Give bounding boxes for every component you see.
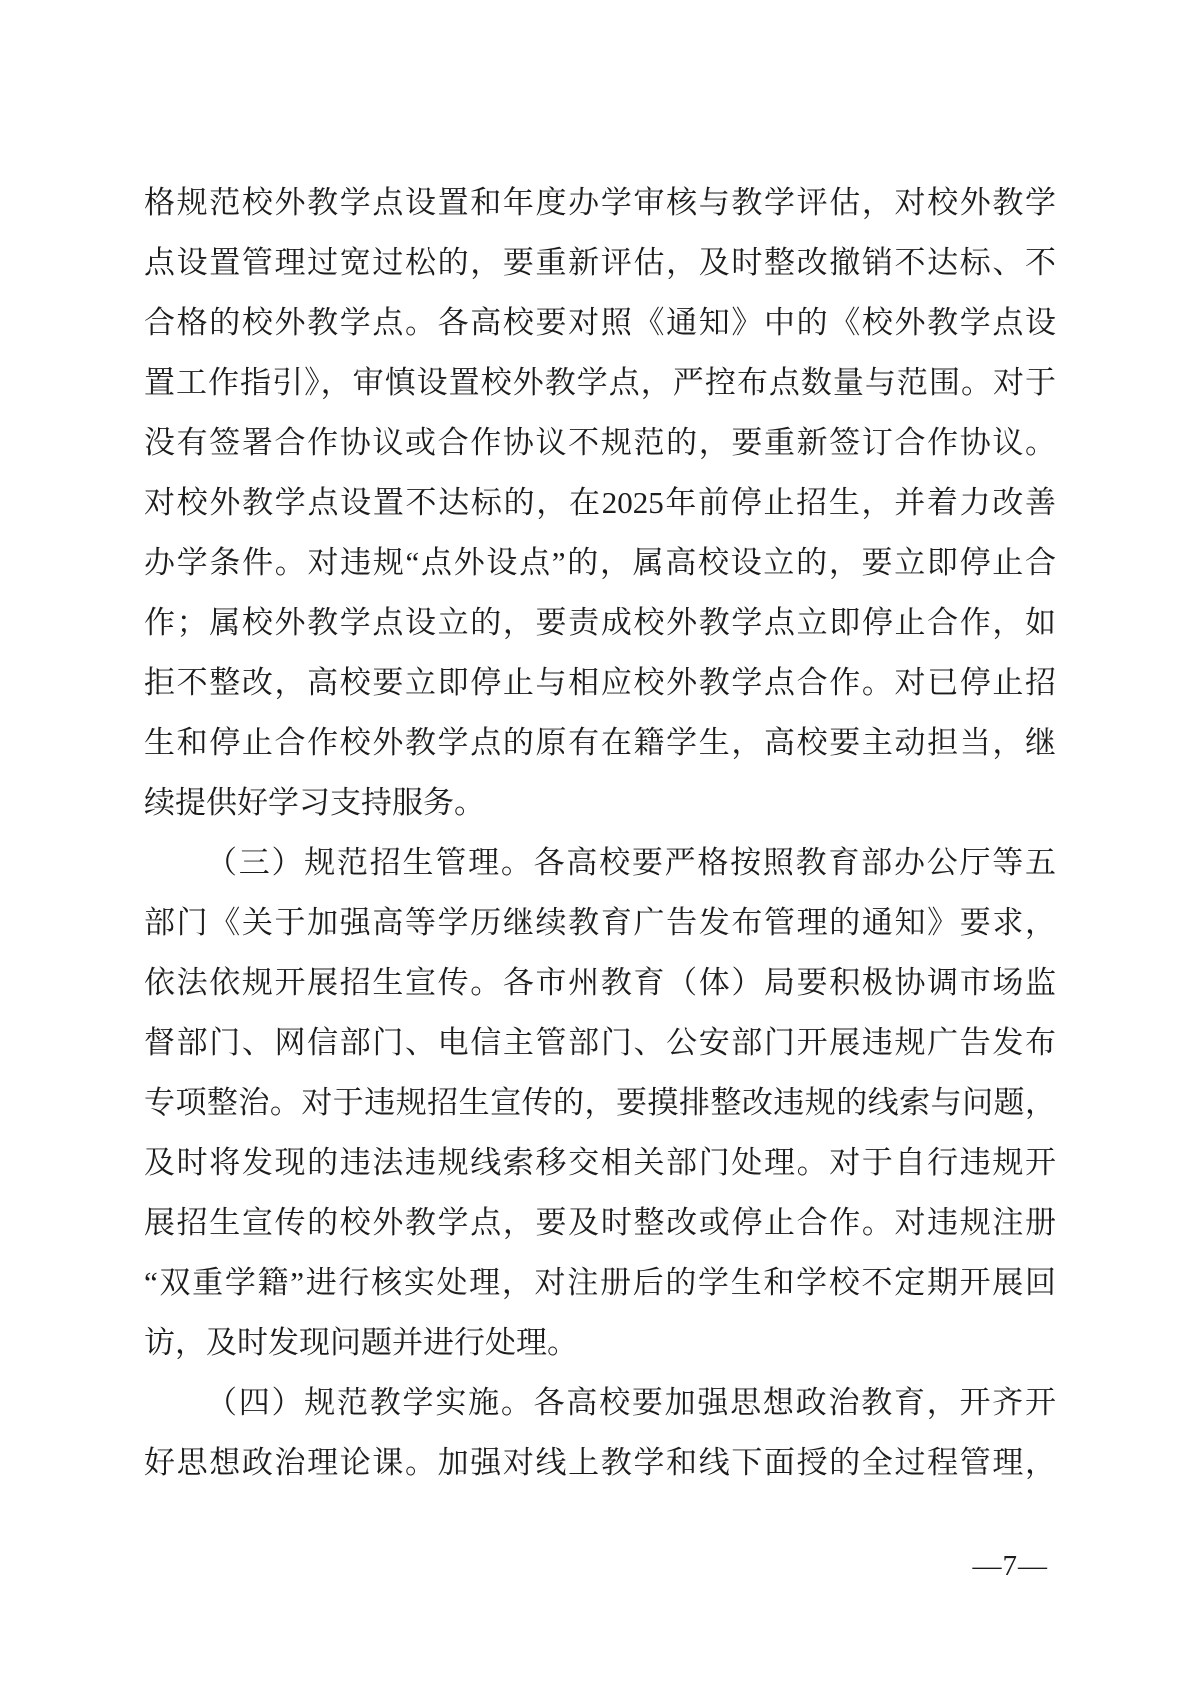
body-text [144,173,1056,1493]
body-line: 拒不整改，高校要立即停止与相应校外教学点合作。对已停止招 [144,665,1056,700]
body-line: 专项整治。对于违规招生宣传的，要摸排整改违规的线索与问题， [144,1085,1056,1120]
body-line-paragraph-start: （三）规范招生管理。各高校要严格按照教育部办公厅等五 [206,845,1056,880]
body-line: 续提供好学习支持服务。 [144,785,485,820]
body-line: 访，及时发现问题并进行处理。 [144,1325,578,1360]
page-number: —7— [972,1550,1048,1582]
body-line: 置工作指引》，审慎设置校外教学点，严控布点数量与范围。对于 [144,365,1056,400]
body-line: 生和停止合作校外教学点的原有在籍学生，高校要主动担当，继 [144,725,1056,760]
body-line: 没有签署合作协议或合作协议不规范的，要重新签订合作协议。 [144,425,1056,460]
body-line: 展招生宣传的校外教学点，要及时整改或停止合作。对违规注册 [144,1205,1056,1240]
body-line: “双重学籍”进行核实处理，对注册后的学生和学校不定期开展回 [144,1265,1056,1300]
body-line-paragraph-start: （四）规范教学实施。各高校要加强思想政治教育，开齐开 [206,1385,1056,1420]
body-line: 部门《关于加强高等学历继续教育广告发布管理的通知》要求， [144,905,1056,940]
body-line: 好思想政治理论课。加强对线上教学和线下面授的全过程管理， [144,1445,1056,1480]
body-line: 合格的校外教学点。各高校要对照《通知》中的《校外教学点设 [144,305,1056,340]
body-line: 格规范校外教学点设置和年度办学审核与教学评估，对校外教学 [144,185,1056,220]
body-line: 依法依规开展招生宣传。各市州教育（体）局要积极协调市场监 [144,965,1056,1000]
body-line: 及时将发现的违法违规线索移交相关部门处理。对于自行违规开 [144,1145,1056,1180]
body-line: 作；属校外教学点设立的，要责成校外教学点立即停止合作，如 [144,605,1056,640]
body-line: 办学条件。对违规“点外设点”的，属高校设立的，要立即停止合 [144,545,1056,580]
body-line: 对校外教学点设置不达标的，在2025年前停止招生，并着力改善 [144,485,1056,520]
body-line: 督部门、网信部门、电信主管部门、公安部门开展违规广告发布 [144,1025,1056,1060]
body-line: 点设置管理过宽过松的，要重新评估，及时整改撤销不达标、不 [144,245,1056,280]
